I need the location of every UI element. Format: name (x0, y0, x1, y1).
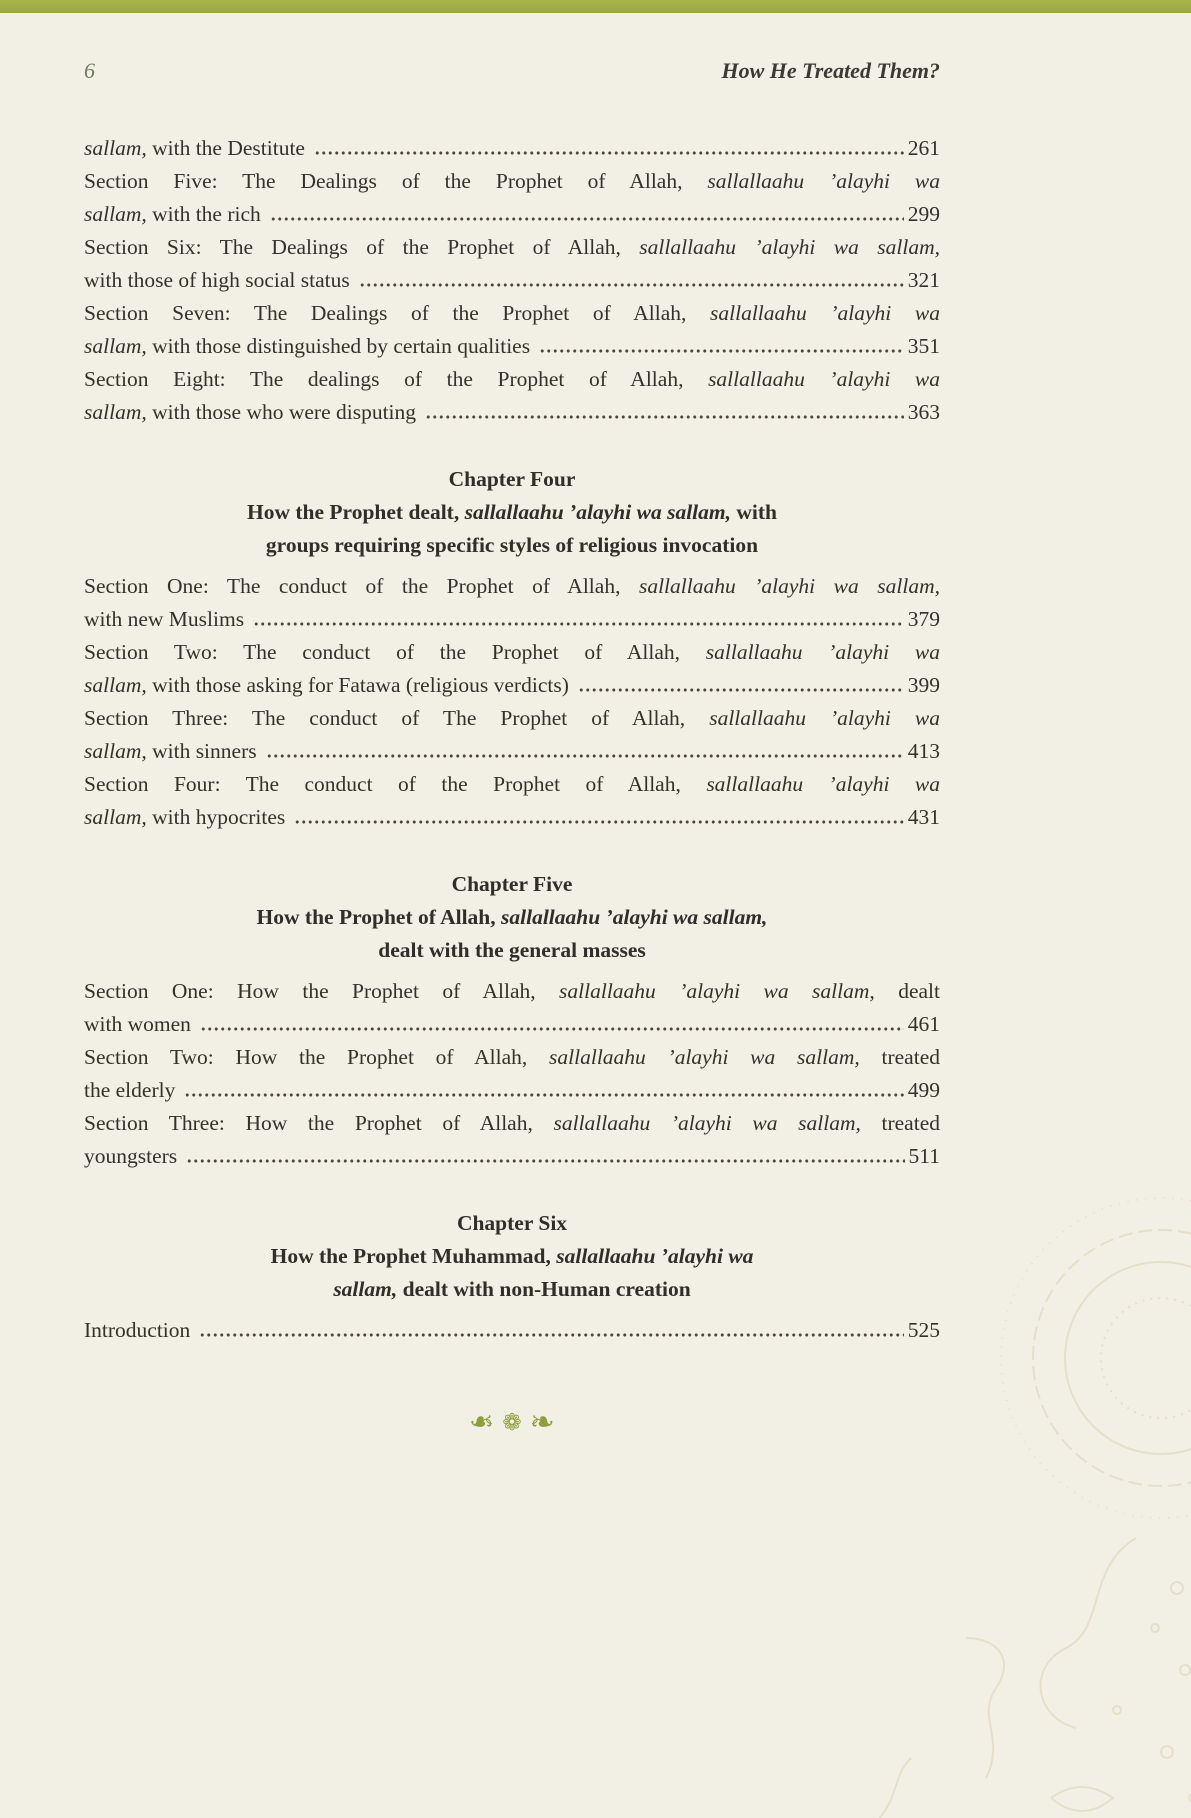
ornament-flower-icon: ❁ (502, 1409, 522, 1436)
toc-entry-text: sallam, with sinners (84, 739, 257, 763)
toc-entry-leader-line (84, 1314, 940, 1347)
toc-entry-text: the elderly (84, 1078, 176, 1102)
toc-entry-line: Section Five: The Dealings of the Prophet of Allah, sallallaahu ’alayhi wa (84, 169, 941, 193)
toc-entry (84, 363, 940, 429)
toc-entry-text: Introduction (84, 1318, 191, 1342)
toc-entry-text: sallam, with those asking for Fatawa (religious verdicts) (84, 673, 569, 697)
toc-entry-line: Section One: How the Prophet of Allah, sallallaahu ’alayhi wa sallam, dealt (84, 979, 940, 1003)
dot-leader (578, 687, 904, 693)
toc-entry-text: sallam, with the rich (84, 202, 261, 226)
toc-page-number: 399 (907, 673, 940, 697)
toc-entry-line: Section Six: The Dealings of the Prophet of Allah, sallallaahu ’alayhi wa sallam, (84, 235, 940, 259)
toc-entry-line: Section Eight: The dealings of the Prophet of Allah, sallallaahu ’alayhi wa (84, 367, 941, 391)
dot-leader (186, 1158, 904, 1164)
toc-entry-leader-line (84, 669, 940, 702)
toc-entry-leader-line (84, 330, 940, 363)
toc-entry-text: sallam, with those distinguished by certain qualities (84, 334, 531, 358)
toc-entry (84, 768, 940, 834)
toc-entry-text: with those of high social status (84, 268, 350, 292)
dot-leader (294, 819, 903, 825)
toc-page-number: 431 (907, 805, 940, 829)
dot-leader (253, 621, 904, 627)
toc-entry-leader-line (84, 132, 940, 165)
page-header (84, 58, 940, 84)
dot-leader (200, 1026, 904, 1032)
toc-entry-leader-line (84, 264, 940, 297)
toc-page-number: 511 (908, 1144, 940, 1168)
toc-page-number: 351 (907, 334, 940, 358)
toc-entry (84, 231, 940, 297)
dot-leader (184, 1092, 903, 1098)
toc-entry-text: with new Muslims (84, 607, 245, 631)
dot-leader (425, 414, 904, 420)
toc-page-number: 499 (907, 1078, 940, 1102)
dot-leader (314, 150, 904, 156)
chapter-number-title: Chapter Six (456, 1211, 568, 1235)
toc-entry (84, 165, 940, 231)
chapter-number-title: Chapter Five (451, 872, 573, 896)
ornament-divider (84, 1405, 940, 1440)
chapter-subtitle-line: How the Prophet of Allah, sallallaahu ’alayhi wa sallam, (256, 905, 768, 929)
toc-entry (84, 636, 940, 702)
chapter-heading (84, 1207, 940, 1306)
toc-entry-leader-line (84, 801, 940, 834)
chapter-subtitle-line: groups requiring specific styles of religious invocation (265, 533, 759, 557)
chapter-subtitle-line: dealt with the general masses (378, 938, 646, 962)
dot-leader (539, 348, 904, 354)
chapter-subtitle-line: How the Prophet Muhammad, sallallaahu ’alayhi wa (270, 1244, 754, 1268)
toc-page-number: 461 (907, 1012, 940, 1036)
toc-entry (84, 975, 940, 1041)
toc-entry-line: Section Seven: The Dealings of the Prophet of Allah, sallallaahu ’alayhi wa (84, 301, 940, 325)
toc-page-number: 525 (907, 1318, 940, 1342)
toc-entry-text: youngsters (84, 1144, 178, 1168)
toc-entry (84, 1041, 940, 1107)
toc-entry-leader-line (84, 1140, 940, 1173)
toc-entry-line: Section Three: The conduct of The Prophet of Allah, sallallaahu ’alayhi wa (84, 706, 940, 730)
toc-entry-leader-line (84, 198, 940, 231)
toc-entry-leader-line (84, 735, 940, 768)
toc-entry (84, 702, 940, 768)
toc-entry (84, 297, 940, 363)
running-title: How He Treated Them? (721, 58, 940, 83)
toc-page-number: 321 (907, 268, 940, 292)
toc-entry-line: Section Two: The conduct of the Prophet of Allah, sallallaahu ’alayhi wa (84, 640, 940, 664)
toc-page-number: 363 (907, 400, 940, 424)
toc-page-number: 299 (907, 202, 940, 226)
toc-entry-leader-line (84, 1008, 940, 1041)
page-number: 6 (84, 58, 95, 83)
toc-entry (84, 1107, 940, 1173)
toc-entry-text: with women (84, 1012, 191, 1036)
dot-leader (270, 216, 904, 222)
chapter-number-title: Chapter Four (448, 467, 576, 491)
toc-entry-leader-line (84, 603, 940, 636)
toc-entry-line: Section Three: How the Prophet of Allah, sallallaahu ’alayhi wa sallam, treated (84, 1111, 940, 1135)
page-content (84, 0, 940, 1440)
toc-page-number: 379 (907, 607, 940, 631)
toc-entry-line: Section Two: How the Prophet of Allah, sallallaahu ’alayhi wa sallam, treated (84, 1045, 940, 1069)
toc-entry-leader-line (84, 1074, 940, 1107)
toc-entry-text: sallam, with the Destitute (84, 136, 305, 160)
toc-entry (84, 132, 940, 165)
toc-entry-text: sallam, with those who were disputing (84, 400, 417, 424)
chapter-heading (84, 868, 940, 967)
toc-page-number: 261 (907, 136, 940, 160)
toc-entry-line: Section One: The conduct of the Prophet of Allah, sallallaahu ’alayhi wa sallam, (84, 574, 940, 598)
toc-page-number: 413 (907, 739, 940, 763)
dot-leader (199, 1332, 903, 1338)
chapter-heading (84, 463, 940, 562)
chapter-subtitle-line: How the Prophet dealt, sallallaahu ’alayhi wa sallam, with (247, 500, 777, 524)
dot-leader (359, 282, 904, 288)
toc-entry-text: sallam, with hypocrites (84, 805, 286, 829)
ornament-left-flourish-icon: ❧ (469, 1405, 495, 1440)
toc-entry (84, 570, 940, 636)
ornament-right-flourish-icon: ❧ (529, 1405, 555, 1440)
dot-leader (266, 753, 904, 759)
toc-entry-line: Section Four: The conduct of the Prophet of Allah, sallallaahu ’alayhi wa (84, 772, 940, 796)
table-of-contents (84, 132, 940, 1347)
chapter-subtitle-line: sallam, dealt with non-Human creation (333, 1277, 691, 1301)
toc-entry-leader-line (84, 396, 940, 429)
toc-entry (84, 1314, 940, 1347)
